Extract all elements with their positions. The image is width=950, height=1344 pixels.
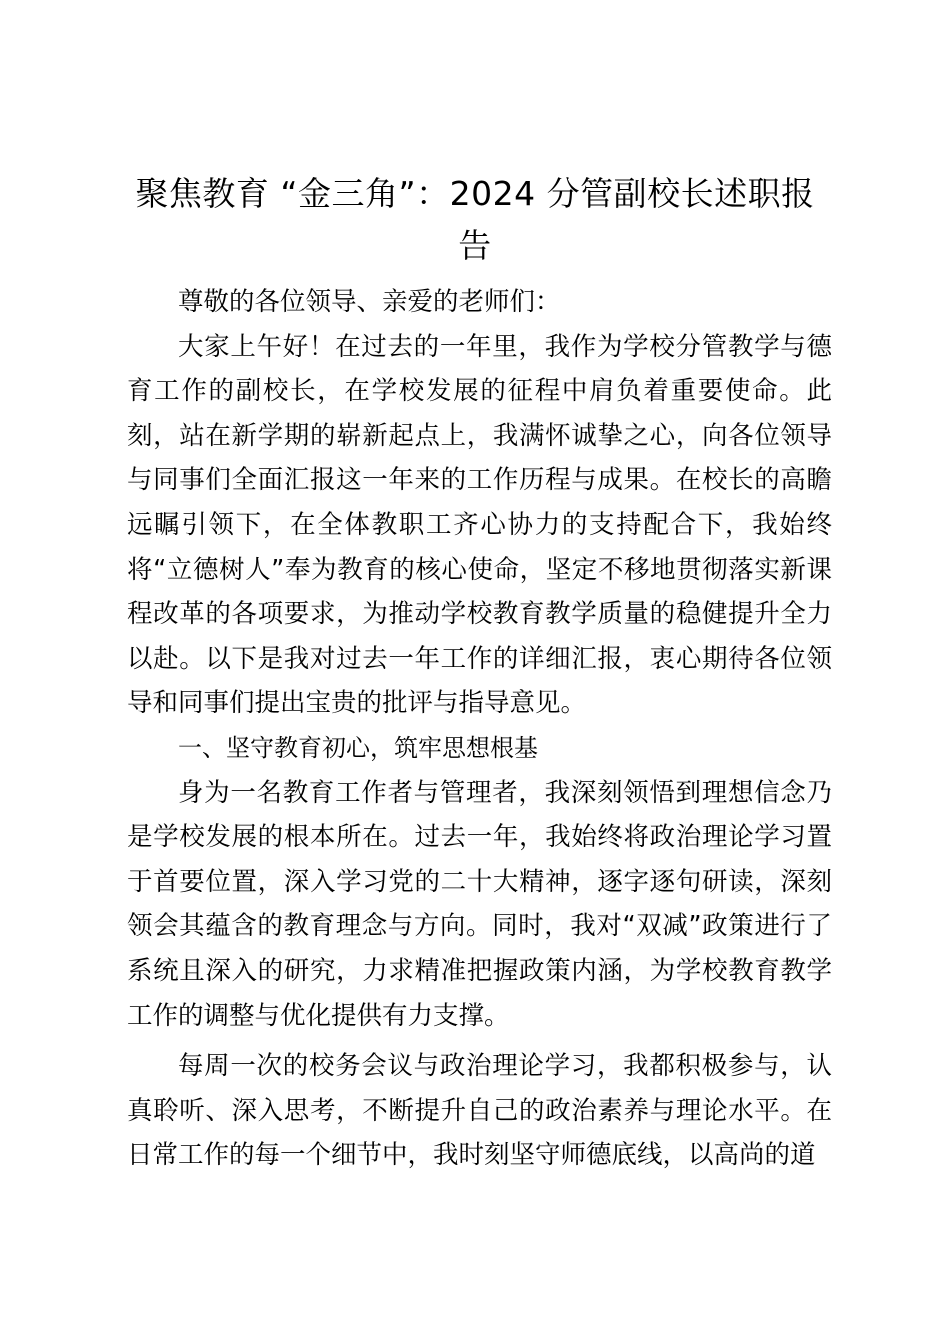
intro-paragraph: 大家上午好！在过去的一年里，我作为学校分管教学与德育工作的副校长，在学校发展的征程中肩负着重要使命。此刻，站在新学期的崭新起点上，我满怀诚挚之心，向各位领导与同事们全面汇报这一年来的工作历程与成果。在校长的高瞻远瞩引领下，在全体教职工齐心协力的支持配合下，我始终将“立德树人”奉为教育的核心使命，坚定不移地贯彻落实新课程改革的各项要求，为推动学校教育教学质量的稳健提升全力以赴。以下是我对过去一年工作的详细汇报，衷心期待各位领导和同事们提出宝贵的批评与指导意见。 <box>127 331 832 719</box>
document-title: 聚焦教育 “金三角”：2024 分管副校长述职报告 <box>135 174 815 265</box>
section-heading: 一、坚守教育初心，筑牢思想根基 <box>178 733 538 762</box>
section-paragraph: 每周一次的校务会议与政治理论学习，我都积极参与，认真聆听、深入思考，不断提升自己的政治素养与理论水平。在日常工作的每一个细节中，我时刻坚守师德底线，以高尚的道 <box>127 1051 832 1171</box>
salutation: 尊敬的各位领导、亲爱的老师们： <box>178 287 561 317</box>
section-paragraph: 身为一名教育工作者与管理者，我深刻领悟到理想信念乃是学校发展的根本所在。过去一年，我始终将政治理论学习置于首要位置，深入学习党的二十大精神，逐字逐句研读，深刻领会其蕴含的教育理念与方向。同时，我对“双减”政策进行了系统且深入的研究，力求精准把握政策内涵，为学校教育教学工作的调整与优化提供有力支撑。 <box>127 777 832 1031</box>
document-body <box>127 280 832 1178</box>
